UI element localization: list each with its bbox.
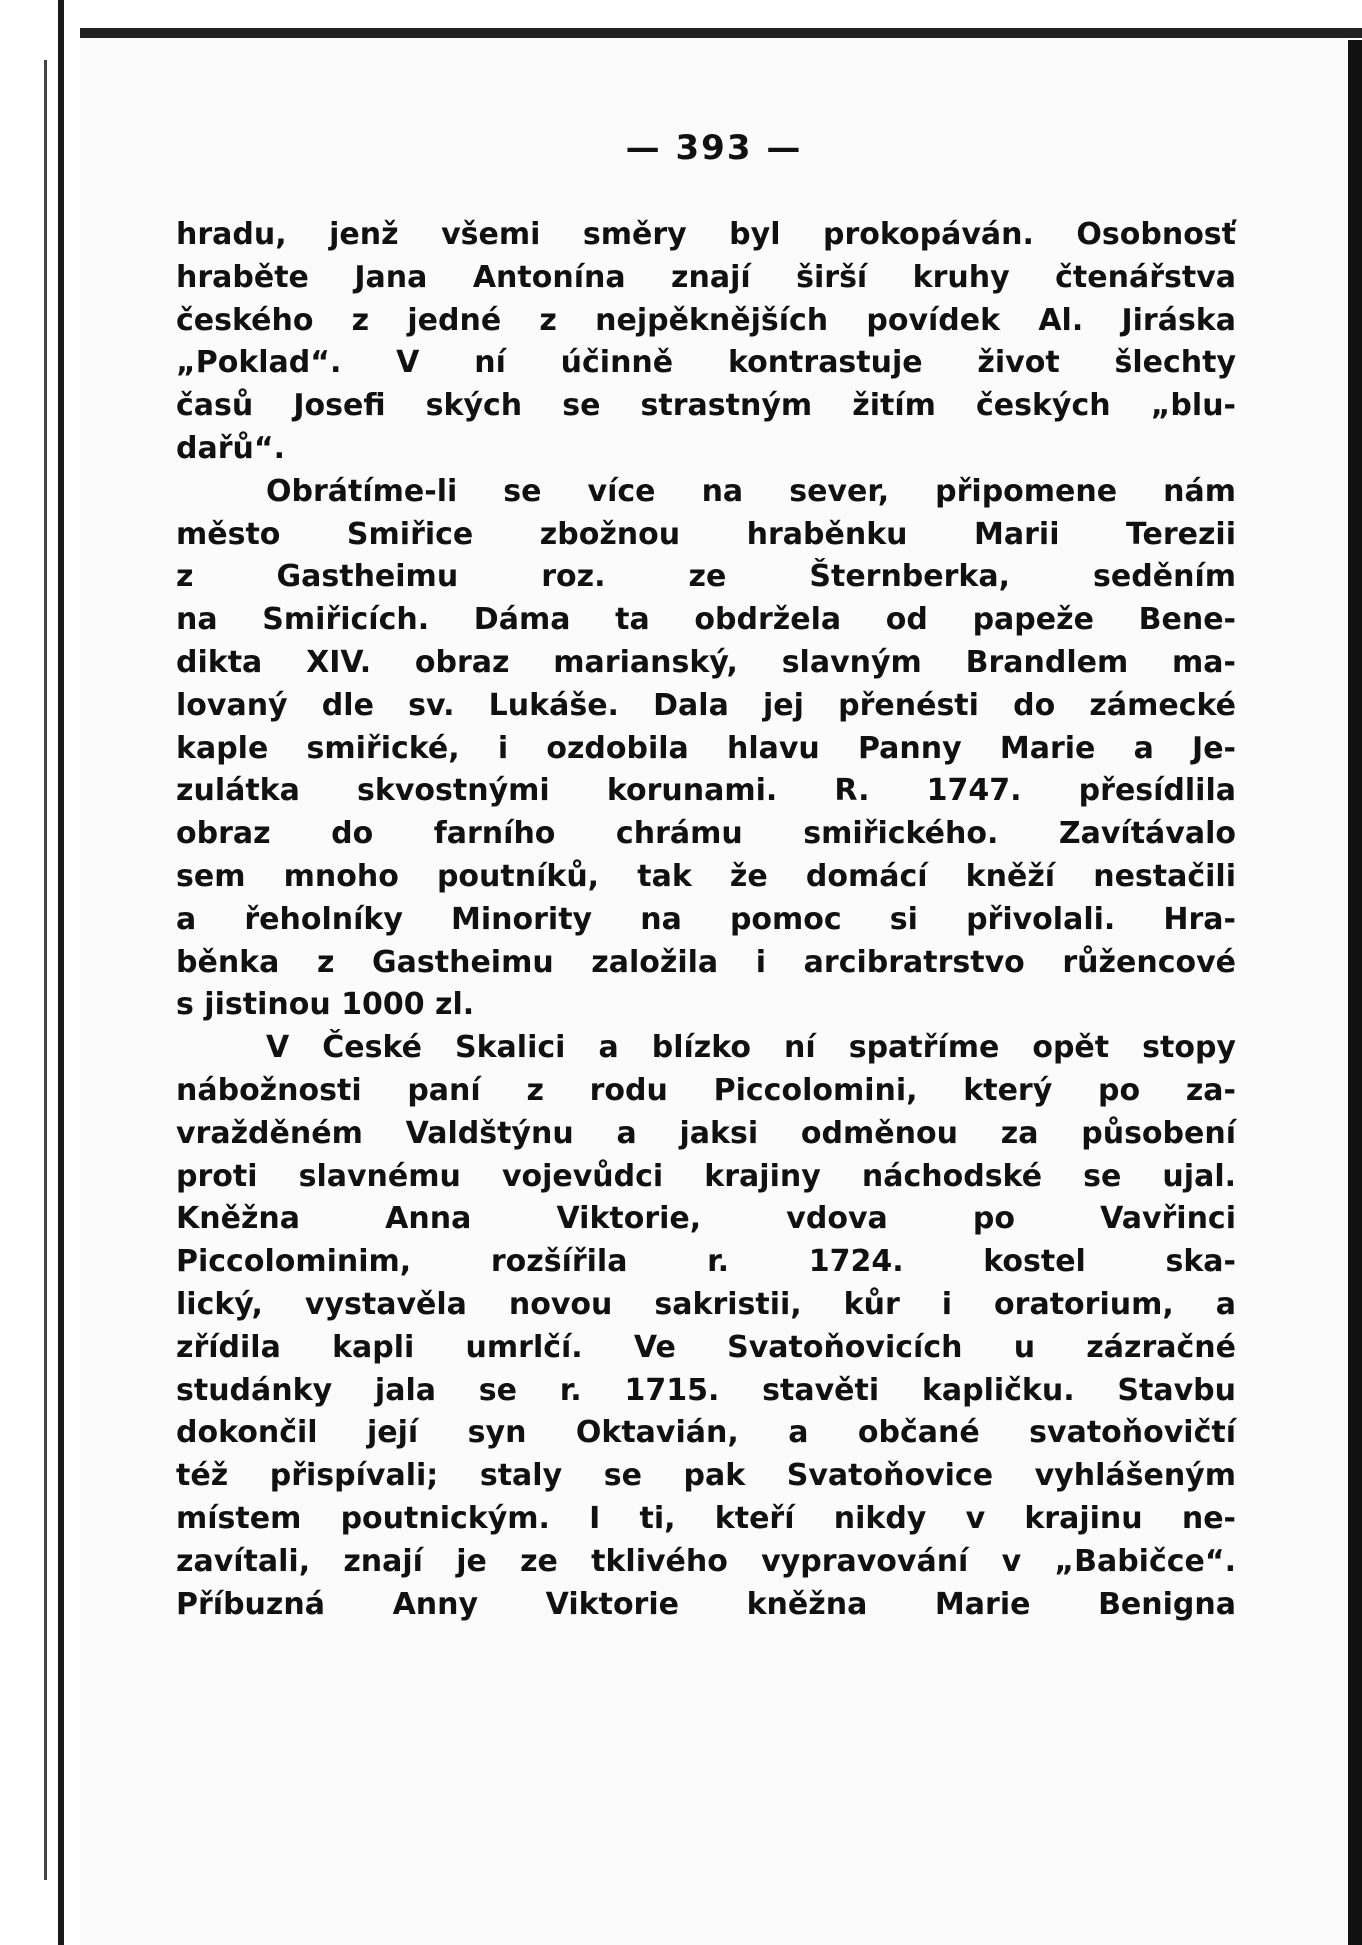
text-line: a řeholníky Minority na pomoc si přivolali. Hra- [176, 901, 1236, 937]
text-line: Kněžna Anna Viktorie, vdova po Vavřinci [176, 1201, 1236, 1237]
text-line: Příbuzná Anny Viktorie kněžna Marie Benigna [176, 1586, 1236, 1622]
text-line: nábožnosti paní z rodu Piccolomini, který po za- [176, 1072, 1236, 1108]
text-line: zavítali, znají je ze tklivého vypravování v „Babičce“. [176, 1543, 1236, 1579]
text-line: Piccolominim, rozšířila r. 1724. kostel ska- [176, 1244, 1236, 1280]
text-line: na Smiřicích. Dáma ta obdržela od papeže Bene- [176, 602, 1236, 638]
page-top-edge [80, 28, 1362, 38]
text-line: V České Skalici a blízko ní spatříme opět stopy [266, 1030, 1236, 1066]
text-line: místem poutnickým. I ti, kteří nikdy v krajinu ne- [176, 1500, 1236, 1536]
book-binding-margin [0, 0, 80, 1945]
text-line: studánky jala se r. 1715. stavěti kapličku. Stavbu [176, 1372, 1236, 1408]
text-line: českého z jedné z nejpěknějších povídek Al. Jiráska [176, 302, 1236, 338]
text-line: dařů“. [176, 430, 285, 466]
text-line: hradu, jenž všemi směry byl prokopáván. Osobnosť [176, 217, 1236, 252]
text-line: Obrátíme-li se více na sever, připomene nám [266, 473, 1236, 509]
text-line: kaple smiřické, i ozdobila hlavu Panny Marie a Je- [176, 730, 1236, 766]
text-line: zulátka skvostnými korunami. R. 1747. přesídlila [176, 773, 1236, 809]
text-line: zřídila kapli umrlčí. Ve Svatoňovicích u zázračné [176, 1329, 1236, 1365]
text-line: lický, vystavěla novou sakristii, kůr i oratorium, a [176, 1286, 1236, 1322]
text-line: hraběte Jana Antonína znají širší kruhy čtenářstva [176, 259, 1236, 295]
book-page [80, 38, 1348, 1945]
page-right-edge [1348, 40, 1362, 1945]
text-line: lovaný dle sv. Lukáše. Dala jej přenésti do zámecké [176, 687, 1236, 723]
text-line: s jistinou 1000 zl. [176, 987, 475, 1023]
text-line: též přispívali; staly se pak Svatoňovice vyhlášeným [176, 1458, 1236, 1494]
text-line: město Smiřice zbožnou hraběnku Marii Terezii [176, 516, 1236, 552]
binding-edge-line [58, 0, 64, 1945]
text-line: proti slavnému vojevůdci krajiny náchodské se ujal. [176, 1158, 1236, 1194]
page-number: — 393 — [625, 128, 803, 168]
text-line: vražděném Valdštýnu a jaksi odměnou za působení [176, 1115, 1236, 1151]
text-line: běnka z Gastheimu založila i arcibratrstvo růžencové [176, 944, 1236, 980]
text-line: dikta XIV. obraz marianský, slavným Brandlem ma- [176, 644, 1236, 680]
text-line: z Gastheimu roz. ze Šternberka, seděním [176, 559, 1236, 595]
text-line: „Poklad“. V ní účinně kontrastuje život šlechty [176, 345, 1236, 381]
text-line: časů Josefi ských se strastným žitím českých „blu- [176, 388, 1236, 424]
text-line: dokončil její syn Oktavián, a občané svatoňovičtí [176, 1415, 1236, 1451]
text-line: sem mnoho poutníků, tak že domácí kněží nestačili [176, 858, 1236, 894]
page-text-body [176, 214, 1236, 1626]
binding-shadow-line [44, 60, 47, 1880]
text-line: obraz do farního chrámu smiřického. Zavítávalo [176, 816, 1236, 852]
